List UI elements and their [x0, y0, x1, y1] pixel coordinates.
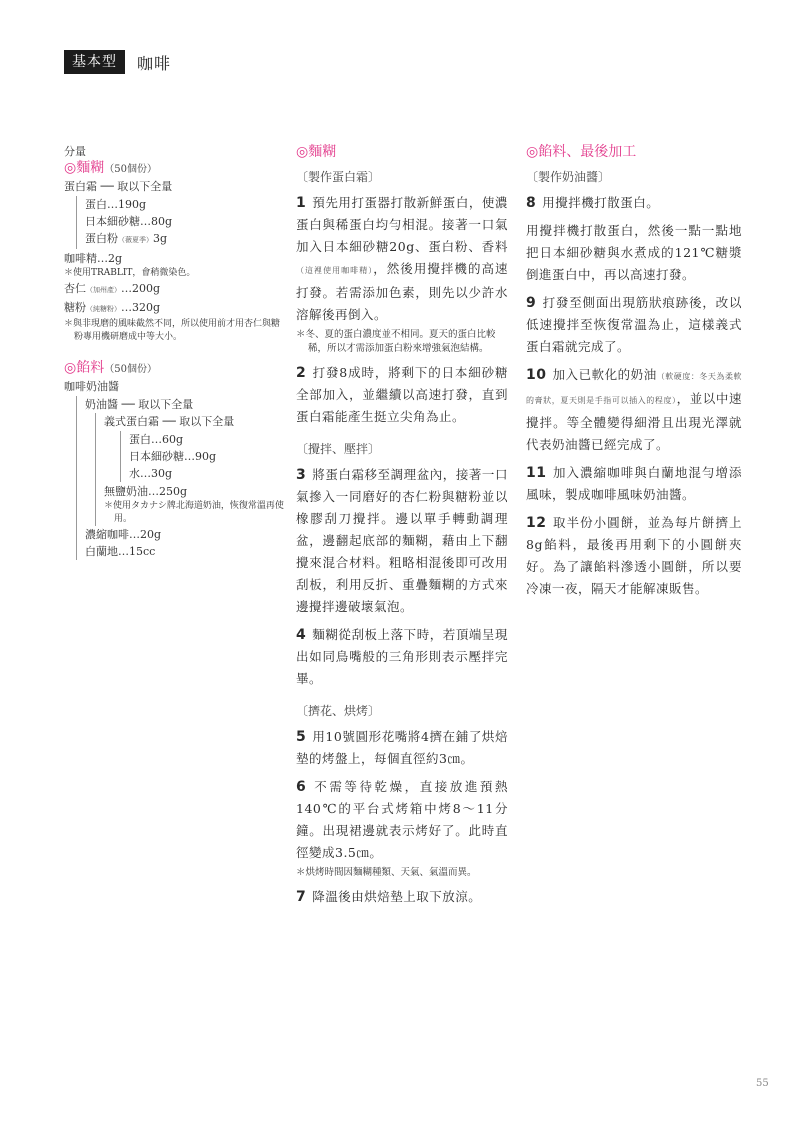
step-number: 5 — [296, 729, 307, 745]
step-text: 不需等待乾燥，直接放進預熱140℃的平台式烤箱中烤8～11分鐘。出現裙邊就表示烤好了。此時直徑變成3.5㎝。 — [296, 779, 508, 860]
step-text: 預先用打蛋器打散新鮮蛋白，使濃蛋白與稀蛋白均勻相混。接著一口氣加入日本細砂糖20g、蛋白粉、香料 — [296, 195, 508, 254]
oil-sauce-group — [95, 413, 284, 526]
ingredient-line: 日本細砂糖…80g — [85, 215, 173, 228]
ingredient-note: ＊使用タカナシ牌北海道奶油，恢復常溫再使用。 — [104, 501, 284, 524]
meringue-ingredient-group — [76, 196, 284, 249]
section-title: ◎餡料、最後加工 — [526, 144, 637, 160]
ingredient-label: 杏仁 — [64, 282, 86, 295]
step-text: 加入已軟化的奶油 — [552, 367, 657, 382]
step-7 — [296, 886, 508, 908]
step-number: 7 — [296, 889, 307, 905]
ingredient-line — [64, 280, 284, 299]
step-text: 加入濃縮咖啡與白蘭地混勻增添風味，製成咖啡風味奶油醬。 — [526, 465, 742, 502]
subheading: 〔擠花、烘烤〕 — [296, 704, 381, 718]
ingredient-line — [64, 299, 284, 318]
category-tag: 基本型 — [64, 50, 125, 74]
ingredient-note: ＊使用TRABLIT，會稍微染色。 — [64, 268, 196, 278]
filling-count: （50個份） — [104, 364, 157, 375]
step-1 — [296, 192, 508, 326]
spacer — [64, 344, 284, 360]
step-10 — [526, 364, 742, 456]
subheading: 〔製作奶油醬〕 — [526, 170, 611, 184]
step-text: 將蛋白霜移至調理盆內，接著一口氣摻入一同磨好的杏仁粉與糖粉並以橡膠刮刀攪拌。邊以單手轉動調理盆，邊翻起底部的麵糊，藉由上下翻攪來混合材料。粗略相混後即可改用刮板，利用反折、重疊麵糊的方式來邊攪拌邊破壞氣泡。 — [296, 467, 508, 614]
step-text: 用10號圓形花嘴將4擠在鋪了烘焙墊的烤盤上，每個直徑約3㎝。 — [296, 729, 508, 766]
ingredient-note: ＊與非現磨的風味截然不同，所以使用前才用杏仁與糖粉專用機研磨成中等大小。 — [64, 319, 281, 342]
ingredient-line: 濃縮咖啡…20g — [85, 528, 162, 541]
butter-cream-title: 咖啡奶油醬 — [64, 380, 119, 393]
step-number: 3 — [296, 467, 307, 483]
batter-ingredients-title — [64, 160, 284, 178]
step-12 — [526, 512, 742, 600]
step-number: 4 — [296, 627, 307, 643]
oil-sauce-title: 奶油醬 ── 取以下全量 — [85, 398, 194, 411]
ingredient-line: 白蘭地…15cc — [85, 545, 156, 558]
batter-steps-column — [296, 142, 508, 908]
step-number: 9 — [526, 295, 537, 311]
page-number: 55 — [756, 1078, 769, 1089]
step-text: 打發8成時，將剩下的日本細砂糖全部加入，並繼續以高速打發，直到蛋白霜能產生挺立尖角為止。 — [296, 365, 508, 424]
batter-title: ◎麵糊 — [64, 160, 105, 176]
step-4 — [296, 624, 508, 690]
step-number: 10 — [526, 367, 547, 383]
page-title: 咖啡 — [137, 53, 172, 73]
spacer — [296, 690, 508, 702]
subheading: 〔攪拌、壓拌〕 — [296, 442, 381, 456]
step-note: ＊烘烤時間因麵糊種類、天氣、氣溫而異。 — [296, 867, 477, 878]
step-note: ＊冬、夏的蛋白濃度並不相同。夏天的蛋白比較稀，所以才需添加蛋白粉來增強氣泡結構。 — [296, 329, 496, 354]
step-8 — [526, 192, 742, 214]
filling-steps-column — [526, 142, 742, 600]
ingredient-line: 咖啡精…2g — [64, 252, 123, 265]
step-text: 麵糊從刮板上落下時，若頂端呈現出如同鳥嘴般的三角形則表示壓拌完畢。 — [296, 627, 508, 686]
step-number: 1 — [296, 195, 307, 211]
ingredient-line: 日本細砂糖…90g — [129, 450, 217, 463]
step-5 — [296, 726, 508, 770]
step-number: 11 — [526, 465, 547, 481]
step-6 — [296, 776, 508, 864]
meringue-title: 蛋白霜 ── 取以下全量 — [64, 180, 173, 193]
page-header — [64, 50, 171, 74]
ingredient-line: 蛋白…60g — [129, 433, 184, 446]
step-text: ，並以中速攪拌。等全體變得細滑且出現光澤就代表奶油醬已經完成了。 — [526, 391, 742, 452]
filling-ingredient-group — [76, 396, 284, 560]
batter-count: （50個份） — [104, 164, 157, 175]
step-number: 12 — [526, 515, 547, 531]
ingredient-label: 糖粉 — [64, 301, 86, 314]
ingredients-column — [64, 143, 284, 561]
ingredient-label: 蛋白粉 — [85, 232, 118, 245]
step-number: 8 — [526, 195, 537, 211]
italian-meringue-group — [120, 431, 284, 482]
ingredient-amount: …320g — [121, 301, 161, 314]
step-text: 取半份小圓餅，並為每片餅擠上8g餡料，最後再用剩下的小圓餅夾好。為了讓餡料滲透小圓餅，所以要冷凍一夜，隔天才能解凍販售。 — [526, 515, 742, 596]
step-2 — [296, 362, 508, 428]
step-number: 2 — [296, 365, 307, 381]
filling-ingredients-title — [64, 360, 284, 378]
ingredient-line: 無鹽奶油…250g — [104, 485, 188, 498]
filling-title: ◎餡料 — [64, 360, 105, 376]
ingredient-line: 水…30g — [129, 467, 173, 480]
step-3 — [296, 464, 508, 618]
step-text: 降溫後由烘焙墊上取下放涼。 — [312, 889, 482, 904]
italian-meringue-title: 義式蛋白霜 ── 取以下全量 — [104, 415, 235, 428]
step-number: 6 — [296, 779, 307, 795]
ingredient-note: （純糖粉） — [86, 305, 121, 313]
step-11 — [526, 462, 742, 506]
step-9 — [526, 292, 742, 358]
step-text: 用攪拌機打散蛋白。 — [542, 195, 660, 210]
ingredients-heading: 分量 — [64, 145, 86, 158]
step-text: ，然後用攪拌機的高速打發。若需添加色素，則先以少許水溶解後再倒入。 — [296, 261, 508, 322]
step-aside: （軟硬度：冬天為柔軟的膏狀，夏天則是手指可以插入的程度） — [526, 372, 742, 405]
subheading: 〔製作蛋白霜〕 — [296, 170, 381, 184]
ingredient-line — [85, 230, 284, 249]
section-title: ◎麵糊 — [296, 144, 337, 160]
step-8-detail: 用攪拌機打散蛋白，然後一點一點地把日本細砂糖與水煮成的121℃糖漿倒進蛋白中，再以高速打發。 — [526, 223, 742, 282]
spacer — [296, 428, 508, 440]
ingredient-amount: 3g — [153, 232, 168, 245]
step-text: 打發至側面出現筋狀痕跡後，改以低速攪拌至恢復常溫為止，這樣義式蛋白霜就完成了。 — [526, 295, 742, 354]
ingredient-line: 蛋白…190g — [85, 198, 147, 211]
ingredient-note: （薇夏季） — [118, 236, 153, 244]
ingredient-note: （加州產） — [86, 286, 121, 294]
ingredient-amount: …200g — [121, 282, 161, 295]
step-aside: （這裡使用咖啡精） — [296, 266, 374, 275]
